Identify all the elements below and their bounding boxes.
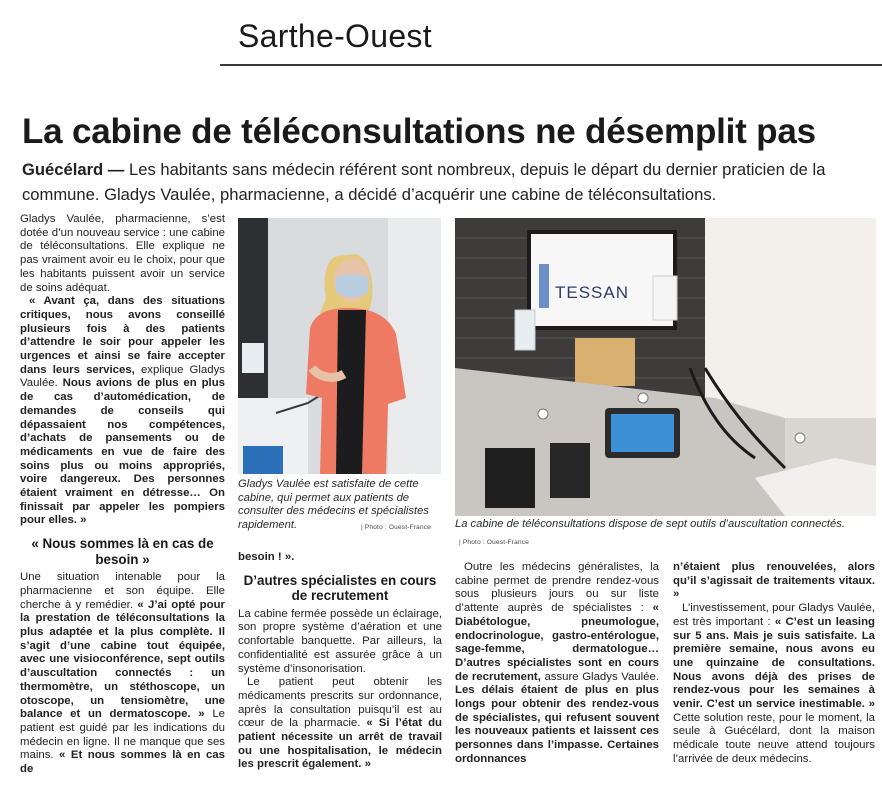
article-column-1: [20, 213, 225, 777]
body-text: Cette solution reste, pour le moment, la seule à Guécélard, dont la maison médicale toute neuve attend toujours l’arrivée de deux médecins.: [673, 711, 875, 765]
body-text: explique Gladys Vaulée.: [20, 363, 225, 390]
section-rule: [220, 64, 882, 66]
col1-paragraph-3: [20, 571, 225, 777]
col1-paragraph-2: [20, 295, 225, 528]
lede-place: Guécélard —: [22, 160, 125, 179]
col1-subheading: « Nous sommes là en cas de besoin »: [31, 536, 214, 567]
col4-paragraph-1: [673, 561, 875, 602]
col1-paragraph-1: Gladys Vaulée, pharmacienne, s’est dotée d’un nouveau service : une cabine de téléconsultations. Elle explique ne pas vraiment avoir eu le choix, pour que les habitants puissent avoir un service de soins adéquat.: [20, 213, 225, 294]
article-headline: La cabine de téléconsultations ne désemplit pas: [22, 112, 816, 151]
article-column-2: [238, 551, 442, 772]
photo-2-caption: La cabine de téléconsultations dispose de sept outils d’auscultation connectés.: [455, 518, 845, 530]
body-text: Le patient peut obtenir les médicaments prescrits sur ordonnance, après la consultation puisqu’il est au cœur de la pharmacie.: [238, 676, 442, 730]
col2-paragraph-2: [238, 676, 442, 772]
photo-pharmacist: [238, 218, 441, 474]
lede-text: Les habitants sans médecin référent sont nombreux, depuis le départ du dernier praticien de la commune. Gladys Vaulée, pharmacienne, a décidé d’acquérir une cabine de téléconsultations.: [22, 160, 826, 204]
quote-text: « C’est un leasing sur 5 ans. Mais je suis satisfaite. La première semaine, nous avons eu une quinzaine de consultations. Nous avons déjà des prises de rendez-vous pour les semaines à venir. C’est un service inestimable. »: [673, 615, 875, 711]
photo-2-credit: | Photo : Ouest-France: [459, 539, 530, 546]
body-text: Outre les médecins généralistes, la cabine permet de prendre rendez-vous sous plusieurs jours ou sur liste d’attente auprès de spécialistes :: [455, 561, 659, 615]
body-text: Le patient est guidé par les indications du médecin en ligne. Il ne manque que ses mains.: [20, 708, 225, 762]
quote-text: « J’ai opté pour la prestation de téléconsultations la plus adaptée et la plus complète. Il s’agit d’une cabine tout équipée, avec une visioconférence, sept outils d’auscultation connectés : un thermomètre, un stéthoscope, un otoscope, un tensiomètre, une balance et un dermatoscope. »: [20, 598, 225, 721]
quote-text: « Et nous sommes là en cas de: [20, 749, 225, 776]
article-column-4: [673, 561, 875, 767]
quote-text: Les délais étaient de plus en plus longs pour obtenir des rendez-vous de spécialistes, qui refusent souvent les nouveaux patients et laissent ces personnes dans l’impasse. Certaines ordonnances: [455, 684, 659, 765]
photo-1-credit: | Photo : Ouest-France: [361, 524, 432, 531]
quote-text: « Si l’état du patient nécessite un arrêt de travail ou une hospitalisation, le médecin les prescrit également. »: [238, 717, 442, 771]
tessan-logo: TESSAN: [555, 283, 630, 302]
article-lede: [22, 157, 872, 207]
col4-paragraph-2: [673, 602, 875, 766]
quote-text: besoin ! ».: [238, 551, 295, 563]
photo-cabin: [455, 218, 876, 516]
quote-text: n’étaient plus renouvelées, alors qu’il s’agissait de traitements vitaux. »: [673, 561, 875, 601]
col3-paragraph-1: [455, 561, 659, 767]
col2-continuation: [238, 551, 442, 565]
photo-1-caption: Gladys Vaulée est satisfaite de cette cabine, qui permet aux patients de consulter des médecins et spécialistes rapidement.: [238, 478, 429, 531]
article-column-3: [455, 561, 659, 767]
body-text: Une situation intenable pour la pharmacienne et son équipe. Elle cherche à y remédier.: [20, 571, 225, 611]
body-text: assure Gladys Vaulée.: [540, 670, 660, 683]
quote-text: Nous avions de plus en plus de cas d’automédication, de demandes de conseils qui dépassaient nos compétences, d’achats de pansements ou de médicaments en vue de faire des soins plus ou moins appropriés, voire dangereux. Des personnes étaient vraiment en détresse… On finissait par appeler les pompiers pour elles. »: [20, 377, 226, 527]
col2-subheading: D’autres spécialistes en cours de recrutement: [243, 572, 437, 604]
cabin-illustration: [455, 218, 876, 516]
quote-text: « Avant ça, dans des situations critiques, nous avons conseillé plusieurs fois à des patients d’attendre le soir pour appeler les urgences et ainsi se faire accepter dans leurs services,: [20, 295, 225, 376]
section-title: Sarthe-Ouest: [238, 18, 432, 54]
quote-text: « Diabétologue, pneumologue, endocrinologue, gastro-entérologue, sage-femme, dermatologue… D’autres spécialistes sont en cours de recrutement,: [455, 602, 659, 683]
body-text: L’investissement, pour Gladys Vaulée, est très important :: [673, 602, 875, 628]
pharmacist-illustration: [238, 218, 441, 474]
col2-paragraph-1: La cabine fermée possède un éclairage, son propre système d’aération et une confortable banquette. Par ailleurs, la confidentialité est assurée grâce à un système d’insonorisation.: [238, 607, 442, 675]
